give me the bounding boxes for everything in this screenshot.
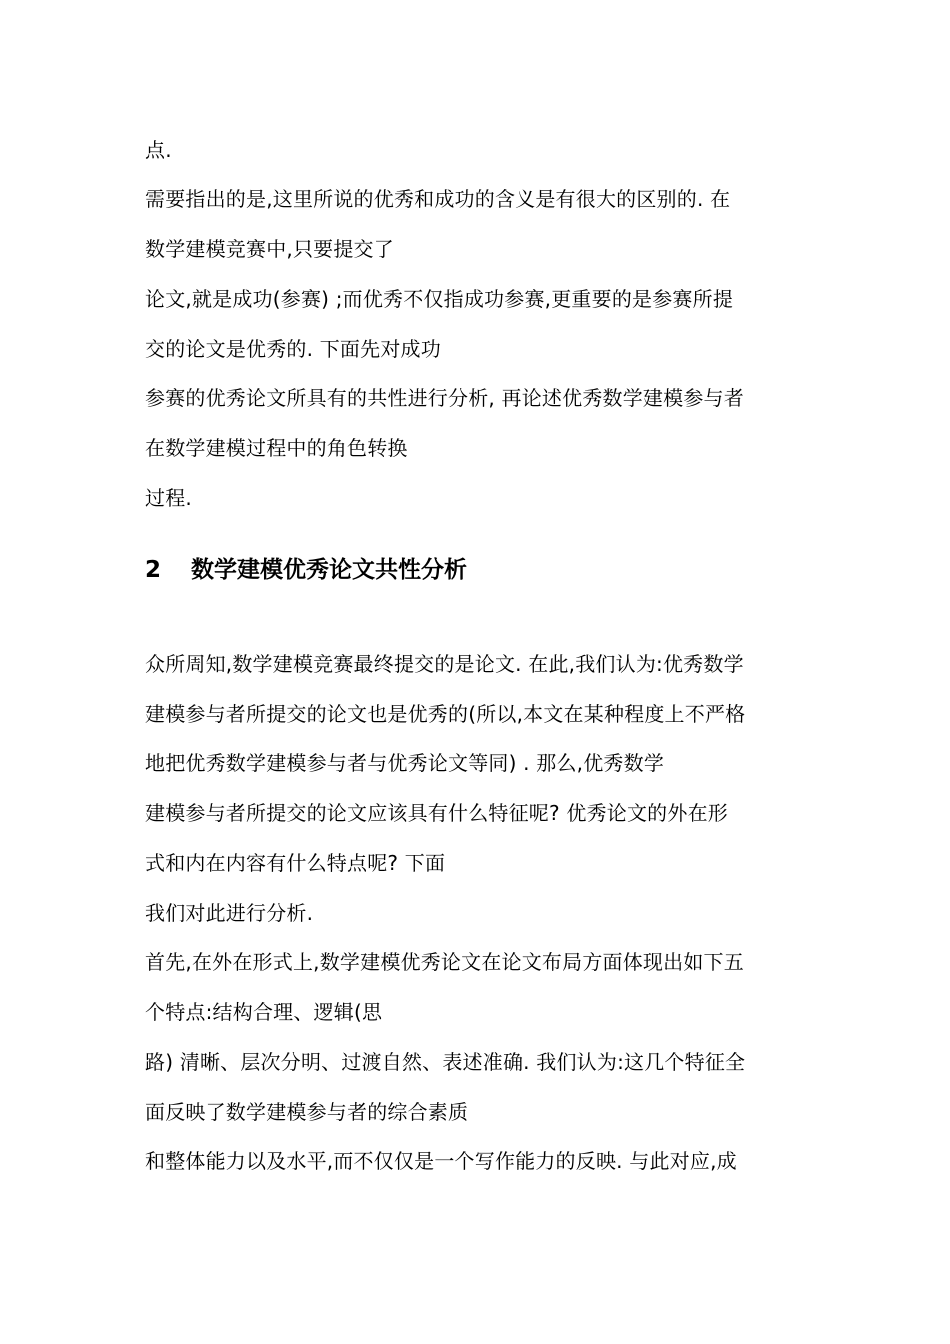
- text-line: 路) 清晰、层次分明、过渡自然、表述准确. 我们认为:这几个特征全: [145, 1050, 746, 1074]
- text-line: 我们对此进行分析.: [145, 901, 314, 925]
- text-line: 交的论文是优秀的. 下面先对成功: [145, 337, 441, 361]
- text-line: 在数学建模过程中的角色转换: [145, 436, 408, 460]
- text-line: 首先,在外在形式上,数学建模优秀论文在论文布局方面体现出如下五: [145, 950, 744, 974]
- text-line: 建模参与者所提交的论文也是优秀的(所以,本文在某种程度上不严格: [145, 702, 746, 726]
- text-line: 式和内在内容有什么特点呢? 下面: [145, 851, 446, 875]
- text-line: 论文,就是成功(参赛) ;而优秀不仅指成功参赛,更重要的是参赛所提: [145, 287, 734, 311]
- section-heading: [145, 556, 467, 584]
- text-line: 个特点:结构合理、逻辑(思: [145, 1000, 383, 1024]
- text-line: 和整体能力以及水平,而不仅仅是一个写作能力的反映. 与此对应,成: [145, 1149, 737, 1173]
- text-line: 建模参与者所提交的论文应该具有什么特征呢? 优秀论文的外在形: [145, 801, 728, 825]
- text-line: 参赛的优秀论文所具有的共性进行分析, 再论述优秀数学建模参与者: [145, 386, 744, 410]
- text-line: 数学建模竞赛中,只要提交了: [145, 237, 394, 261]
- section-title: 数学建模优秀论文共性分析: [191, 557, 467, 583]
- section-number: 2: [145, 557, 162, 583]
- text-line: 地把优秀数学建模参与者与优秀论文等同) . 那么,优秀数学: [145, 751, 665, 775]
- text-line: 需要指出的是,这里所说的优秀和成功的含义是有很大的区别的. 在: [145, 187, 731, 211]
- text-line: 众所周知,数学建模竞赛最终提交的是论文. 在此,我们认为:优秀数学: [145, 652, 744, 676]
- text-line: 面反映了数学建模参与者的综合素质: [145, 1100, 469, 1124]
- text-line: 过程.: [145, 486, 192, 510]
- text-line: 点.: [145, 138, 172, 162]
